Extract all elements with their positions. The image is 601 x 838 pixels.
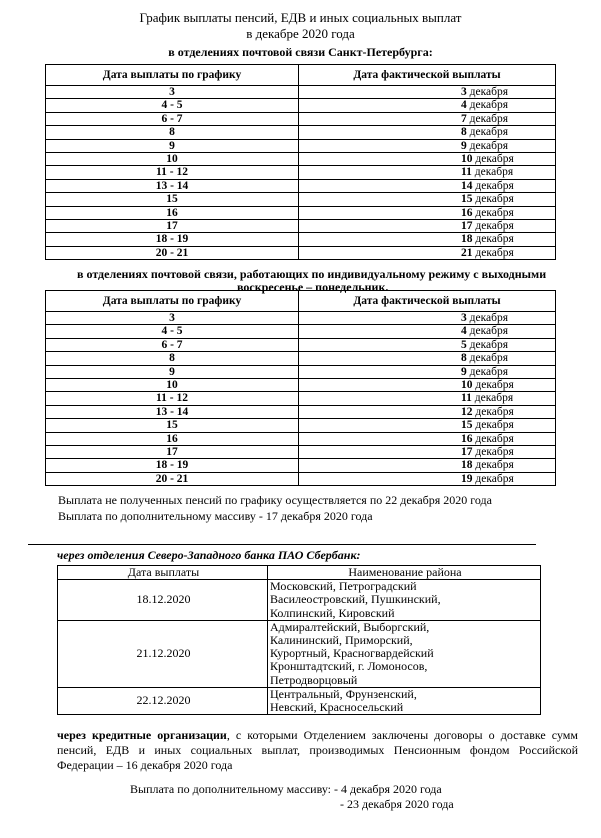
column-header-actual: Дата фактической выплаты (299, 291, 556, 312)
table-row (46, 338, 556, 351)
schedule-date-cell: 18 - 19 (46, 233, 299, 246)
bank-date-cell: 21.12.2020 (58, 620, 268, 687)
actual-day-number: 17 (461, 220, 473, 233)
bank-row (58, 687, 541, 714)
actual-date-cell (299, 206, 556, 219)
bank-district-cell (268, 580, 541, 621)
schedule-date-cell: 15 (46, 419, 299, 432)
actual-date-cell (299, 379, 556, 392)
actual-day-number: 15 (461, 419, 473, 432)
table-row (46, 86, 556, 99)
actual-date-cell (299, 325, 556, 338)
table-row (46, 193, 556, 206)
actual-month: декабря (475, 432, 514, 445)
table-row (46, 206, 556, 219)
actual-month: декабря (469, 365, 508, 378)
section-heading-post-offices: в отделениях почтовой связи Санкт-Петербурга: (168, 45, 433, 59)
actual-day-number: 16 (461, 206, 473, 219)
table-row (46, 312, 556, 325)
actual-date-cell (299, 312, 556, 325)
schedule-date-cell: 4 - 5 (46, 325, 299, 338)
actual-day-number: 4 (461, 99, 467, 112)
table-row (46, 379, 556, 392)
table-row (46, 220, 556, 233)
bank-row (58, 580, 541, 621)
table-row (46, 405, 556, 418)
page-subtitle: в декабре 2020 года (246, 26, 355, 41)
actual-date-cell (299, 126, 556, 139)
actual-month: декабря (474, 392, 514, 405)
schedule-date-cell: 8 (46, 126, 299, 139)
actual-month: декабря (469, 312, 508, 324)
actual-day-number: 8 (461, 126, 467, 139)
actual-month: декабря (469, 325, 508, 338)
schedule-date-cell: 11 - 12 (46, 166, 299, 179)
actual-date-cell (299, 86, 556, 99)
schedule-date-cell: 10 (46, 379, 299, 392)
actual-date-cell (299, 179, 556, 192)
actual-date-cell (299, 446, 556, 459)
actual-date-cell (299, 472, 556, 485)
schedule-date-cell: 10 (46, 153, 299, 166)
actual-day-number: 15 (461, 193, 473, 206)
district-line: Кронштадтский, г. Ломоносов, (270, 659, 428, 674)
actual-date-cell (299, 139, 556, 152)
actual-date-cell (299, 246, 556, 259)
actual-month: декабря (474, 166, 514, 179)
actual-date-cell (299, 166, 556, 179)
actual-day-number: 4 (461, 325, 467, 338)
table-row (46, 139, 556, 152)
actual-day-number: 19 (461, 472, 473, 485)
district-line: Адмиралтейский, Выборгский, (270, 619, 430, 634)
credit-text: , с которыми Отделением заключены договоры о доставке сумм пенсий, ЕДВ и иных социальных выплат, производимых Пенсионным фондом Российской Федерации – 16 декабря 2020 года (57, 728, 578, 772)
actual-day-number: 5 (461, 338, 467, 351)
schedule-date-cell: 16 (46, 206, 299, 219)
district-line: Невский, Красносельский (270, 700, 404, 715)
section-heading-individual-mode-cont: воскресенье – понедельник. (237, 280, 389, 294)
schedule-date-cell: 11 - 12 (46, 392, 299, 405)
section-heading-individual-mode: в отделениях почтовой связи, работающих по индивидуальному режиму с выходными (77, 267, 547, 281)
note-additional: Выплата по дополнительному массиву - 17 декабря 2020 года (58, 509, 373, 523)
actual-day-number: 3 (461, 86, 467, 98)
actual-day-number: 10 (461, 153, 473, 166)
schedule-table-individual (45, 290, 556, 486)
actual-month: декабря (469, 352, 508, 365)
schedule-date-cell: 16 (46, 432, 299, 445)
table-row (46, 459, 556, 472)
actual-date-cell (299, 405, 556, 418)
actual-day-number: 18 (461, 459, 473, 472)
table-row (46, 472, 556, 485)
table-row (46, 153, 556, 166)
actual-day-number: 11 (461, 392, 472, 405)
actual-date-cell (299, 99, 556, 112)
credit-organizations-paragraph (57, 728, 578, 773)
table-row (46, 246, 556, 259)
table-row (46, 446, 556, 459)
district-line: Курортный, Красногвардейский (270, 646, 434, 661)
actual-date-cell (299, 352, 556, 365)
actual-date-cell (299, 338, 556, 351)
district-line: Колпинский, Кировский (270, 605, 395, 620)
schedule-date-cell: 3 (46, 312, 299, 325)
schedule-date-cell: 18 - 19 (46, 459, 299, 472)
table-row (46, 419, 556, 432)
actual-month: декабря (475, 179, 514, 192)
page-title: График выплаты пенсий, ЕДВ и иных социальных выплат (139, 10, 462, 25)
schedule-date-cell: 8 (46, 352, 299, 365)
actual-month: декабря (469, 139, 508, 152)
actual-month: декабря (475, 405, 514, 418)
actual-date-cell (299, 365, 556, 378)
actual-day-number: 3 (461, 312, 467, 324)
actual-day-number: 10 (461, 379, 473, 392)
schedule-date-cell: 6 - 7 (46, 338, 299, 351)
extra-payment-line2: - 23 декабря 2020 года (340, 797, 454, 811)
actual-day-number: 11 (461, 166, 472, 179)
actual-month: декабря (475, 193, 514, 206)
district-line: Калининский, Приморский, (270, 633, 413, 648)
table-row (46, 325, 556, 338)
actual-month: декабря (475, 246, 514, 259)
table-row (46, 432, 556, 445)
actual-month: декабря (475, 220, 514, 233)
column-header-actual: Дата фактической выплаты (299, 65, 556, 86)
actual-month: декабря (475, 459, 514, 472)
actual-day-number: 18 (461, 233, 473, 246)
schedule-date-cell: 20 - 21 (46, 472, 299, 485)
note-unclaimed: Выплата не полученных пенсий по графику осуществляется по 22 декабря 2020 года (58, 493, 492, 507)
bank-date-cell: 22.12.2020 (58, 687, 268, 714)
table-row (46, 392, 556, 405)
schedule-date-cell: 6 - 7 (46, 112, 299, 125)
extra-payment-line1: Выплата по дополнительному массиву: - 4 декабря 2020 года (130, 782, 442, 796)
table-row (46, 352, 556, 365)
schedule-date-cell: 9 (46, 139, 299, 152)
actual-month: декабря (475, 419, 514, 432)
bank-date-cell: 18.12.2020 (58, 580, 268, 621)
schedule-date-cell: 17 (46, 220, 299, 233)
table-row (46, 99, 556, 112)
actual-month: декабря (475, 206, 514, 219)
actual-date-cell (299, 419, 556, 432)
actual-date-cell (299, 392, 556, 405)
actual-date-cell (299, 432, 556, 445)
credit-bold-lead: через кредитные организации (57, 728, 227, 742)
district-line: Московский, Петроградский (270, 579, 417, 594)
bank-header-date: Дата выплаты (58, 566, 268, 580)
schedule-date-cell: 4 - 5 (46, 99, 299, 112)
schedule-date-cell: 17 (46, 446, 299, 459)
schedule-date-cell: 9 (46, 365, 299, 378)
actual-day-number: 16 (461, 432, 473, 445)
bank-district-cell (268, 687, 541, 714)
schedule-date-cell: 3 (46, 86, 299, 99)
actual-day-number: 9 (461, 139, 467, 152)
actual-date-cell (299, 112, 556, 125)
table-row (46, 126, 556, 139)
actual-day-number: 7 (461, 112, 467, 125)
schedule-date-cell: 20 - 21 (46, 246, 299, 259)
actual-day-number: 14 (461, 179, 473, 192)
bank-header-district: Наименование района (268, 566, 541, 580)
schedule-date-cell: 15 (46, 193, 299, 206)
schedule-date-cell: 13 - 14 (46, 179, 299, 192)
divider-line (28, 544, 536, 545)
actual-day-number: 17 (461, 446, 473, 459)
column-header-schedule: Дата выплаты по графику (46, 291, 299, 312)
table-row (46, 365, 556, 378)
actual-date-cell (299, 459, 556, 472)
bank-table (57, 565, 541, 715)
bank-district-cell (268, 620, 541, 687)
actual-month: декабря (475, 379, 514, 392)
actual-day-number: 12 (461, 405, 473, 418)
actual-month: декабря (475, 446, 514, 459)
actual-month: декабря (469, 99, 508, 112)
table-row (46, 112, 556, 125)
actual-month: декабря (475, 233, 514, 246)
district-line: Центральный, Фрунзенский, (270, 686, 417, 701)
actual-date-cell (299, 233, 556, 246)
actual-month: декабря (475, 472, 514, 485)
table-row (46, 233, 556, 246)
bank-heading: через отделения Северо-Западного банка ПАО Сбербанк: (57, 548, 361, 562)
actual-date-cell (299, 193, 556, 206)
actual-date-cell (299, 220, 556, 233)
bank-row (58, 620, 541, 687)
table-row (46, 166, 556, 179)
column-header-schedule: Дата выплаты по графику (46, 65, 299, 86)
actual-month: декабря (469, 86, 508, 98)
actual-month: декабря (469, 112, 508, 125)
actual-date-cell (299, 153, 556, 166)
actual-month: декабря (475, 153, 514, 166)
actual-day-number: 8 (461, 352, 467, 365)
district-line: Петродворцовый (270, 672, 358, 687)
actual-month: декабря (469, 338, 508, 351)
schedule-date-cell: 13 - 14 (46, 405, 299, 418)
actual-month: декабря (469, 126, 508, 139)
district-line: Василеостровский, Пушкинский, (270, 592, 441, 607)
schedule-table-regular (45, 64, 556, 260)
actual-day-number: 21 (461, 246, 473, 259)
table-row (46, 179, 556, 192)
actual-day-number: 9 (461, 365, 467, 378)
